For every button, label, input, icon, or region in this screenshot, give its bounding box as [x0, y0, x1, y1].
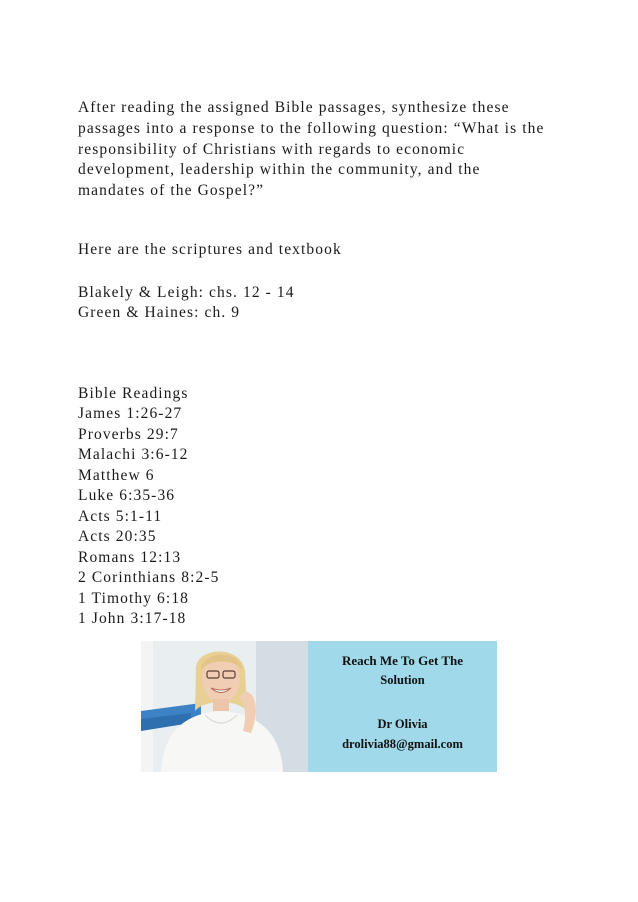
bible-reading-item: Luke 6:35-36: [78, 487, 176, 504]
bible-reading-item: Proverbs 29:7: [78, 426, 179, 443]
bible-reading-item: Acts 5:1-11: [78, 508, 163, 525]
bible-reading-item: Acts 20:35: [78, 528, 157, 545]
bible-reading-item: 2 Corinthians 8:2-5: [78, 569, 220, 586]
contact-panel: [308, 641, 497, 772]
contact-advertisement[interactable]: [141, 641, 497, 772]
question-line-1: After reading the assigned Bible passages, synthesize these: [78, 99, 510, 116]
question-line-2: passages into a response to the following question: “What is the: [78, 120, 545, 137]
textbook-item: Green & Haines: ch. 9: [78, 304, 241, 321]
scriptures-intro: Here are the scriptures and textbook: [78, 241, 342, 258]
ad-contact-email[interactable]: drolivia88@gmail.com: [342, 737, 463, 751]
bible-reading-item: 1 John 3:17-18: [78, 610, 187, 627]
woman-photo: [141, 641, 308, 772]
bible-reading-item: James 1:26-27: [78, 405, 183, 422]
question-line-5: mandates of the Gospel?”: [78, 182, 265, 199]
woman-photo-illustration: [141, 641, 308, 772]
bible-readings-heading: Bible Readings: [78, 385, 189, 402]
bible-reading-item: 1 Timothy 6:18: [78, 590, 190, 607]
ad-headline: Reach Me To Get The: [341, 653, 464, 668]
question-line-4: development, leadership within the community, and the: [78, 161, 481, 178]
bible-reading-item: Romans 12:13: [78, 549, 182, 566]
ad-contact-name: Dr Olivia: [377, 717, 428, 731]
ad-headline-solution: Solution: [380, 673, 425, 687]
textbook-item: Blakely & Leigh: chs. 12 - 14: [78, 284, 295, 301]
bible-reading-item: Malachi 3:6-12: [78, 446, 189, 463]
bible-reading-item: Matthew 6: [78, 467, 155, 484]
question-line-3: responsibility of Christians with regards to economic: [78, 141, 466, 158]
